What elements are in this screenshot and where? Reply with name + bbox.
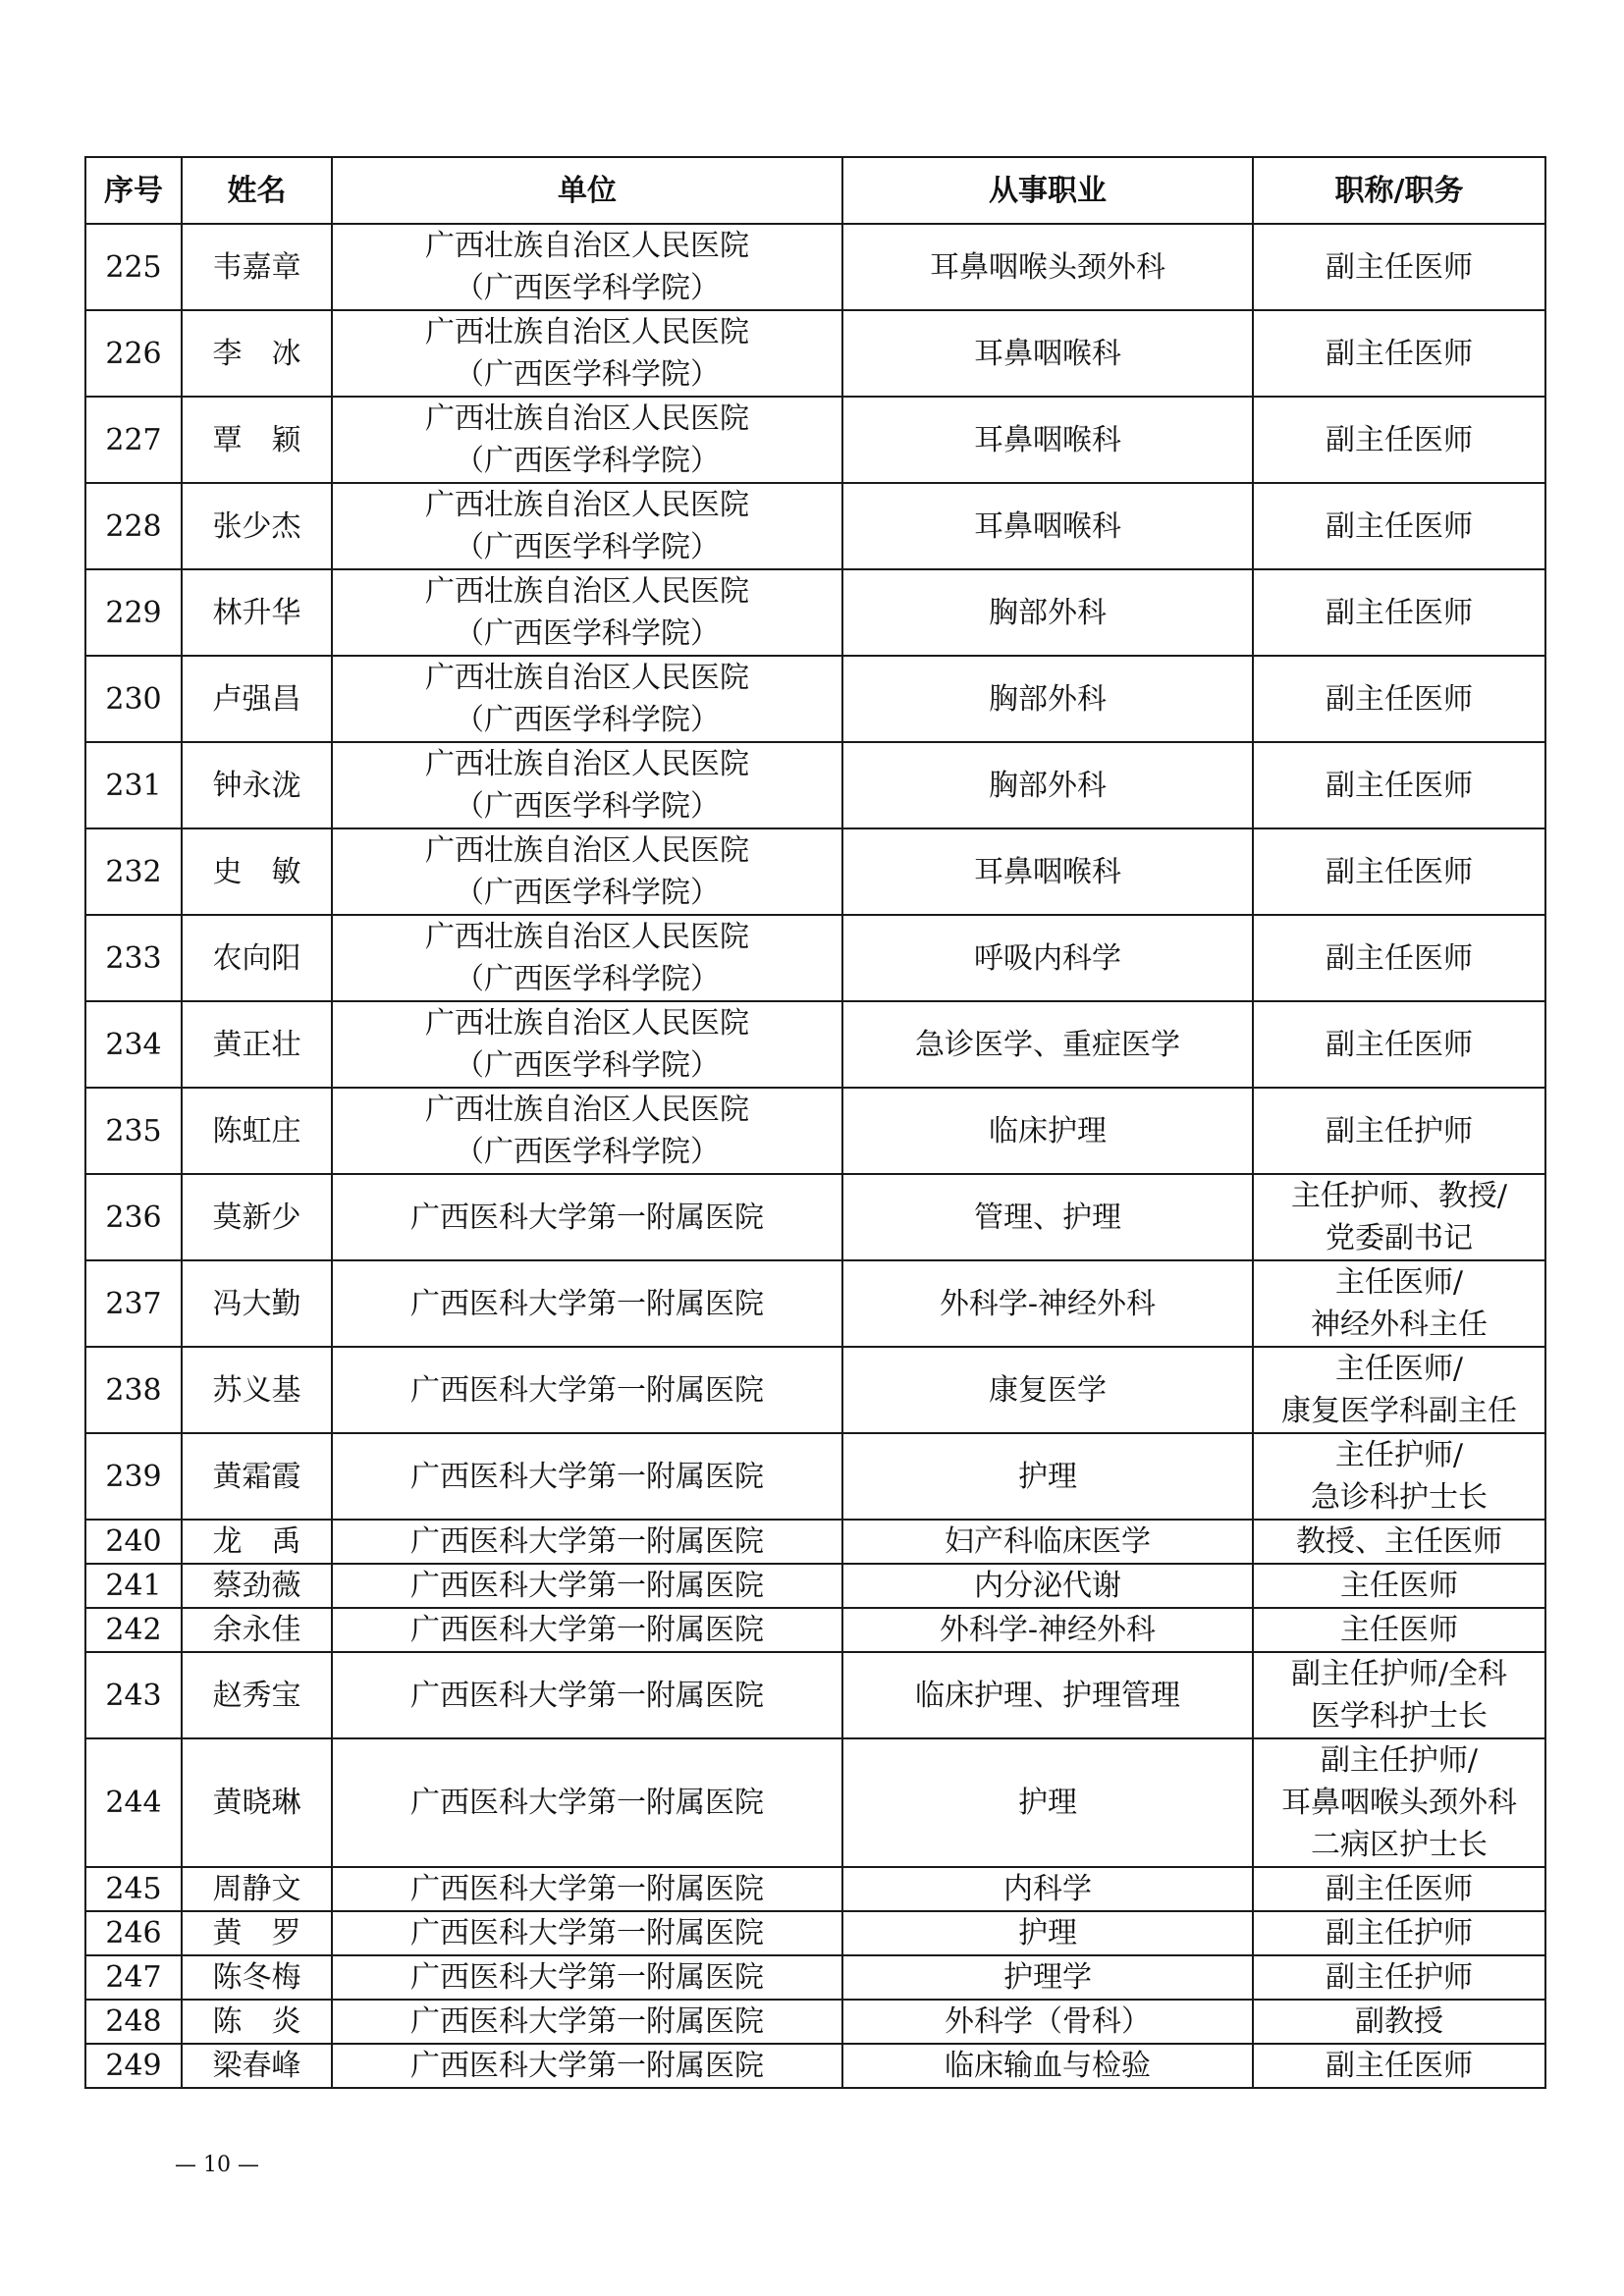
cell-unit-line: 广西医科大学第一附属医院 [410, 2049, 764, 2083]
cell-unit-line: （广西医学科学院） [455, 876, 720, 910]
cell-occupation [842, 2000, 1253, 2044]
cell-title-position-line: 耳鼻咽喉头颈外科 [1281, 1786, 1517, 1820]
cell-title-position-line: 副主任护师 [1326, 1113, 1473, 1148]
cell-unit [332, 1867, 842, 1911]
cell-occupation [842, 1260, 1253, 1347]
cell-occupation-line: 护理 [1018, 1459, 1077, 1494]
table-row [85, 483, 1545, 569]
cell-unit [332, 2044, 842, 2088]
cell-occupation [842, 1347, 1253, 1433]
cell-unit-line: 广西壮族自治区人民医院 [425, 229, 749, 263]
cell-title-position-line: 副主任医师 [1326, 854, 1473, 889]
cell-occupation [842, 1652, 1253, 1738]
cell-unit-line: 广西壮族自治区人民医院 [425, 1093, 749, 1127]
cell-unit [332, 656, 842, 742]
cell-title-position [1253, 310, 1545, 397]
table-row [85, 656, 1545, 742]
cell-title-position-line: 副主任医师 [1326, 249, 1473, 285]
cell-serial-number: 239 [85, 1433, 182, 1520]
cell-name: 陈冬梅 [182, 1955, 332, 2000]
cell-occupation [842, 828, 1253, 915]
cell-name: 覃 颖 [182, 397, 332, 483]
cell-unit-line: 广西医科大学第一附属医院 [410, 1200, 764, 1235]
cell-title-position [1253, 1260, 1545, 1347]
cell-unit [332, 1260, 842, 1347]
cell-unit-line: （广西医学科学院） [455, 703, 720, 737]
cell-name: 冯大勤 [182, 1260, 332, 1347]
cell-occupation [842, 915, 1253, 1001]
table-row [85, 2000, 1545, 2044]
cell-title-position-line: 副主任护师/ [1320, 1743, 1479, 1778]
cell-name: 李 冰 [182, 310, 332, 397]
cell-occupation-line: 外科学-神经外科 [939, 1286, 1157, 1321]
cell-title-position [1253, 1088, 1545, 1174]
cell-occupation [842, 1608, 1253, 1652]
cell-unit [332, 1174, 842, 1260]
table-row [85, 1911, 1545, 1955]
cell-title-position [1253, 224, 1545, 310]
cell-title-position-line: 神经外科主任 [1311, 1308, 1488, 1342]
table-row [85, 915, 1545, 1001]
cell-title-position [1253, 569, 1545, 656]
cell-serial-number: 238 [85, 1347, 182, 1433]
cell-occupation-line: 管理、护理 [974, 1200, 1121, 1235]
cell-unit-line: 广西壮族自治区人民医院 [425, 920, 749, 954]
cell-unit-line: 广西医科大学第一附属医院 [410, 1916, 764, 1950]
table-row [85, 828, 1545, 915]
cell-unit-line: （广西医学科学院） [455, 444, 720, 478]
cell-unit-line: 广西壮族自治区人民医院 [425, 661, 749, 695]
cell-title-position-line: 副主任医师 [1326, 508, 1473, 544]
cell-serial-number: 249 [85, 2044, 182, 2088]
cell-title-position-line: 副主任医师 [1326, 1027, 1473, 1062]
cell-unit-line: （广西医学科学院） [455, 616, 720, 651]
cell-serial-number: 246 [85, 1911, 182, 1955]
table-header [85, 157, 1545, 224]
cell-unit-line: 广西壮族自治区人民医院 [425, 401, 749, 436]
table-row [85, 1867, 1545, 1911]
cell-name: 黄霜霞 [182, 1433, 332, 1520]
cell-name: 莫新少 [182, 1174, 332, 1260]
cell-name: 苏义基 [182, 1347, 332, 1433]
cell-unit-line: （广西医学科学院） [455, 962, 720, 996]
cell-occupation [842, 656, 1253, 742]
cell-title-position-line: 主任医师/ [1334, 1265, 1464, 1300]
table-row [85, 1347, 1545, 1433]
cell-title-position [1253, 483, 1545, 569]
cell-serial-number: 233 [85, 915, 182, 1001]
cell-name: 陈 炎 [182, 2000, 332, 2044]
cell-unit [332, 742, 842, 828]
cell-occupation-line: 呼吸内科学 [974, 940, 1121, 976]
cell-serial-number: 232 [85, 828, 182, 915]
cell-title-position [1253, 397, 1545, 483]
cell-title-position [1253, 742, 1545, 828]
cell-title-position [1253, 1564, 1545, 1608]
cell-title-position [1253, 656, 1545, 742]
cell-title-position [1253, 1867, 1545, 1911]
cell-title-position-line: 副主任医师 [1326, 2049, 1473, 2083]
cell-serial-number: 230 [85, 656, 182, 742]
cell-unit-line: 广西医科大学第一附属医院 [410, 1678, 764, 1713]
cell-title-position-line: 主任医师 [1340, 1613, 1458, 1647]
table-row [85, 1260, 1545, 1347]
cell-occupation-line: 急诊医学、重症医学 [915, 1027, 1180, 1062]
cell-title-position [1253, 1520, 1545, 1564]
cell-unit [332, 1520, 842, 1564]
cell-occupation-line: 耳鼻咽喉科 [974, 854, 1121, 889]
cell-unit-line: （广西医学科学院） [455, 789, 720, 824]
cell-unit-line: 广西医科大学第一附属医院 [410, 1372, 764, 1408]
table-row [85, 1564, 1545, 1608]
cell-name: 黄 罗 [182, 1911, 332, 1955]
cell-name: 钟永泷 [182, 742, 332, 828]
cell-occupation-line: 外科学-神经外科 [939, 1613, 1157, 1647]
table-row [85, 1608, 1545, 1652]
cell-serial-number: 227 [85, 397, 182, 483]
cell-title-position [1253, 1174, 1545, 1260]
cell-occupation-line: 胸部外科 [989, 768, 1107, 803]
cell-serial-number: 226 [85, 310, 182, 397]
cell-serial-number: 231 [85, 742, 182, 828]
cell-occupation [842, 1867, 1253, 1911]
cell-unit-line: 广西医科大学第一附属医院 [410, 1524, 764, 1559]
cell-occupation [842, 397, 1253, 483]
cell-title-position-line: 副主任护师 [1326, 1960, 1473, 1995]
cell-occupation-line: 护理 [1018, 1916, 1077, 1950]
cell-unit-line: 广西医科大学第一附属医院 [410, 1459, 764, 1494]
cell-title-position [1253, 915, 1545, 1001]
cell-name: 梁春峰 [182, 2044, 332, 2088]
cell-unit-line: 广西医科大学第一附属医院 [410, 1286, 764, 1321]
cell-name: 余永佳 [182, 1608, 332, 1652]
cell-occupation-line: 耳鼻咽喉头颈外科 [930, 249, 1165, 285]
cell-title-position [1253, 2044, 1545, 2088]
table-row [85, 1652, 1545, 1738]
cell-occupation [842, 1738, 1253, 1867]
cell-title-position-line: 二病区护士长 [1311, 1828, 1488, 1862]
cell-serial-number: 228 [85, 483, 182, 569]
cell-serial-number: 241 [85, 1564, 182, 1608]
table-row [85, 2044, 1545, 2088]
table-row [85, 742, 1545, 828]
table-row [85, 569, 1545, 656]
cell-occupation [842, 1174, 1253, 1260]
cell-unit-line: 广西医科大学第一附属医院 [410, 1786, 764, 1820]
cell-unit [332, 1955, 842, 2000]
cell-name: 陈虹庄 [182, 1088, 332, 1174]
header-title-position: 职称/职务 [1253, 157, 1545, 224]
cell-unit-line: （广西医学科学院） [455, 357, 720, 392]
header-name: 姓名 [182, 157, 332, 224]
cell-serial-number: 242 [85, 1608, 182, 1652]
cell-occupation-line: 耳鼻咽喉科 [974, 508, 1121, 544]
cell-unit-line: 广西医科大学第一附属医院 [410, 1960, 764, 1995]
cell-title-position-line: 副教授 [1355, 2004, 1443, 2039]
cell-occupation [842, 1001, 1253, 1088]
cell-title-position-line: 副主任护师/全科 [1290, 1657, 1508, 1691]
cell-serial-number: 243 [85, 1652, 182, 1738]
cell-occupation-line: 外科学（骨科） [945, 2004, 1151, 2039]
cell-occupation-line: 耳鼻咽喉科 [974, 336, 1121, 371]
cell-title-position [1253, 1001, 1545, 1088]
cell-occupation [842, 1520, 1253, 1564]
cell-unit-line: 广西壮族自治区人民医院 [425, 488, 749, 522]
cell-name: 韦嘉章 [182, 224, 332, 310]
cell-title-position-line: 医学科护士长 [1311, 1699, 1488, 1734]
cell-serial-number: 244 [85, 1738, 182, 1867]
cell-unit [332, 1347, 842, 1433]
cell-name: 黄晓琳 [182, 1738, 332, 1867]
cell-name: 农向阳 [182, 915, 332, 1001]
cell-occupation-line: 临床输血与检验 [945, 2049, 1151, 2083]
cell-title-position-line: 副主任医师 [1326, 595, 1473, 630]
cell-unit-line: （广西医学科学院） [455, 530, 720, 564]
cell-name: 张少杰 [182, 483, 332, 569]
cell-occupation [842, 742, 1253, 828]
cell-title-position-line: 副主任医师 [1326, 1872, 1473, 1906]
personnel-table [84, 156, 1546, 2089]
cell-name: 龙 禹 [182, 1520, 332, 1564]
cell-title-position [1253, 1347, 1545, 1433]
cell-title-position-line: 副主任医师 [1326, 422, 1473, 457]
cell-title-position-line: 副主任医师 [1326, 940, 1473, 976]
cell-title-position [1253, 1955, 1545, 2000]
cell-serial-number: 247 [85, 1955, 182, 2000]
table-row [85, 1001, 1545, 1088]
cell-occupation-line: 护理学 [1003, 1960, 1092, 1995]
cell-title-position-line: 党委副书记 [1326, 1221, 1473, 1255]
cell-title-position [1253, 1433, 1545, 1520]
cell-unit-line: 广西医科大学第一附属医院 [410, 1872, 764, 1906]
cell-serial-number: 234 [85, 1001, 182, 1088]
cell-occupation-line: 胸部外科 [989, 681, 1107, 717]
cell-unit-line: （广西医学科学院） [455, 271, 720, 305]
table-row [85, 1955, 1545, 2000]
header-row [85, 157, 1545, 224]
table-row [85, 224, 1545, 310]
cell-name: 周静文 [182, 1867, 332, 1911]
cell-occupation [842, 1911, 1253, 1955]
cell-serial-number: 240 [85, 1520, 182, 1564]
cell-title-position [1253, 1652, 1545, 1738]
cell-unit-line: 广西壮族自治区人民医院 [425, 315, 749, 349]
cell-occupation-line: 耳鼻咽喉科 [974, 422, 1121, 457]
cell-serial-number: 237 [85, 1260, 182, 1347]
cell-unit-line: 广西壮族自治区人民医院 [425, 747, 749, 781]
cell-occupation [842, 1955, 1253, 2000]
cell-title-position-line: 副主任医师 [1326, 768, 1473, 803]
cell-unit-line: 广西医科大学第一附属医院 [410, 1613, 764, 1647]
cell-name: 赵秀宝 [182, 1652, 332, 1738]
cell-unit-line: （广西医学科学院） [455, 1048, 720, 1083]
cell-occupation-line: 内分泌代谢 [974, 1569, 1121, 1603]
cell-unit [332, 1911, 842, 1955]
cell-occupation [842, 1088, 1253, 1174]
cell-unit [332, 1433, 842, 1520]
cell-unit-line: （广西医学科学院） [455, 1135, 720, 1169]
cell-unit [332, 483, 842, 569]
cell-title-position-line: 主任护师/ [1334, 1438, 1464, 1472]
cell-title-position [1253, 1608, 1545, 1652]
cell-occupation [842, 569, 1253, 656]
cell-title-position [1253, 2000, 1545, 2044]
cell-serial-number: 245 [85, 1867, 182, 1911]
cell-serial-number: 236 [85, 1174, 182, 1260]
cell-unit [332, 569, 842, 656]
cell-serial-number: 248 [85, 2000, 182, 2044]
cell-occupation [842, 2044, 1253, 2088]
cell-unit [332, 1738, 842, 1867]
header-occupation: 从事职业 [842, 157, 1253, 224]
cell-serial-number: 235 [85, 1088, 182, 1174]
cell-unit-line: 广西医科大学第一附属医院 [410, 2004, 764, 2039]
cell-title-position-line: 教授、主任医师 [1296, 1524, 1502, 1559]
cell-occupation [842, 1433, 1253, 1520]
cell-unit-line: 广西壮族自治区人民医院 [425, 833, 749, 868]
cell-occupation-line: 护理 [1018, 1786, 1077, 1820]
header-unit: 单位 [332, 157, 842, 224]
cell-occupation-line: 胸部外科 [989, 595, 1107, 630]
cell-name: 史 敏 [182, 828, 332, 915]
cell-occupation-line: 妇产科临床医学 [945, 1524, 1151, 1559]
cell-title-position-line: 主任护师、教授/ [1290, 1179, 1508, 1213]
cell-occupation [842, 483, 1253, 569]
cell-unit-line: 广西壮族自治区人民医院 [425, 1006, 749, 1041]
cell-serial-number: 229 [85, 569, 182, 656]
cell-occupation-line: 临床护理、护理管理 [915, 1678, 1180, 1713]
cell-title-position-line: 康复医学科副主任 [1281, 1394, 1517, 1428]
table-row [85, 1738, 1545, 1867]
cell-occupation [842, 310, 1253, 397]
table-body [85, 224, 1545, 2088]
cell-name: 林升华 [182, 569, 332, 656]
cell-unit [332, 1001, 842, 1088]
cell-unit [332, 1088, 842, 1174]
cell-title-position-line: 副主任医师 [1326, 681, 1473, 717]
cell-title-position-line: 主任医师/ [1334, 1352, 1464, 1386]
cell-title-position-line: 副主任护师 [1326, 1916, 1473, 1950]
table-row [85, 310, 1545, 397]
cell-occupation [842, 224, 1253, 310]
cell-unit [332, 397, 842, 483]
cell-unit [332, 828, 842, 915]
cell-unit [332, 1564, 842, 1608]
cell-name: 蔡劲薇 [182, 1564, 332, 1608]
cell-title-position-line: 副主任医师 [1326, 336, 1473, 371]
cell-occupation-line: 内科学 [1003, 1872, 1092, 1906]
cell-title-position-line: 急诊科护士长 [1311, 1480, 1488, 1515]
table-row [85, 1174, 1545, 1260]
cell-occupation-line: 康复医学 [989, 1372, 1107, 1408]
cell-unit [332, 1608, 842, 1652]
cell-unit [332, 224, 842, 310]
cell-occupation-line: 临床护理 [989, 1113, 1107, 1148]
cell-name: 卢强昌 [182, 656, 332, 742]
cell-title-position-line: 主任医师 [1340, 1569, 1458, 1603]
table-row [85, 1433, 1545, 1520]
cell-unit-line: 广西医科大学第一附属医院 [410, 1569, 764, 1603]
table-row [85, 397, 1545, 483]
header-serial-number: 序号 [85, 157, 182, 224]
cell-title-position [1253, 828, 1545, 915]
cell-title-position [1253, 1911, 1545, 1955]
cell-unit [332, 1652, 842, 1738]
table-row [85, 1520, 1545, 1564]
cell-unit [332, 915, 842, 1001]
cell-name: 黄正壮 [182, 1001, 332, 1088]
cell-unit [332, 2000, 842, 2044]
cell-serial-number: 225 [85, 224, 182, 310]
table-row [85, 1088, 1545, 1174]
cell-occupation [842, 1564, 1253, 1608]
cell-unit [332, 310, 842, 397]
cell-title-position [1253, 1738, 1545, 1867]
cell-unit-line: 广西壮族自治区人民医院 [425, 574, 749, 609]
page-number: — 10 — [175, 2153, 259, 2177]
